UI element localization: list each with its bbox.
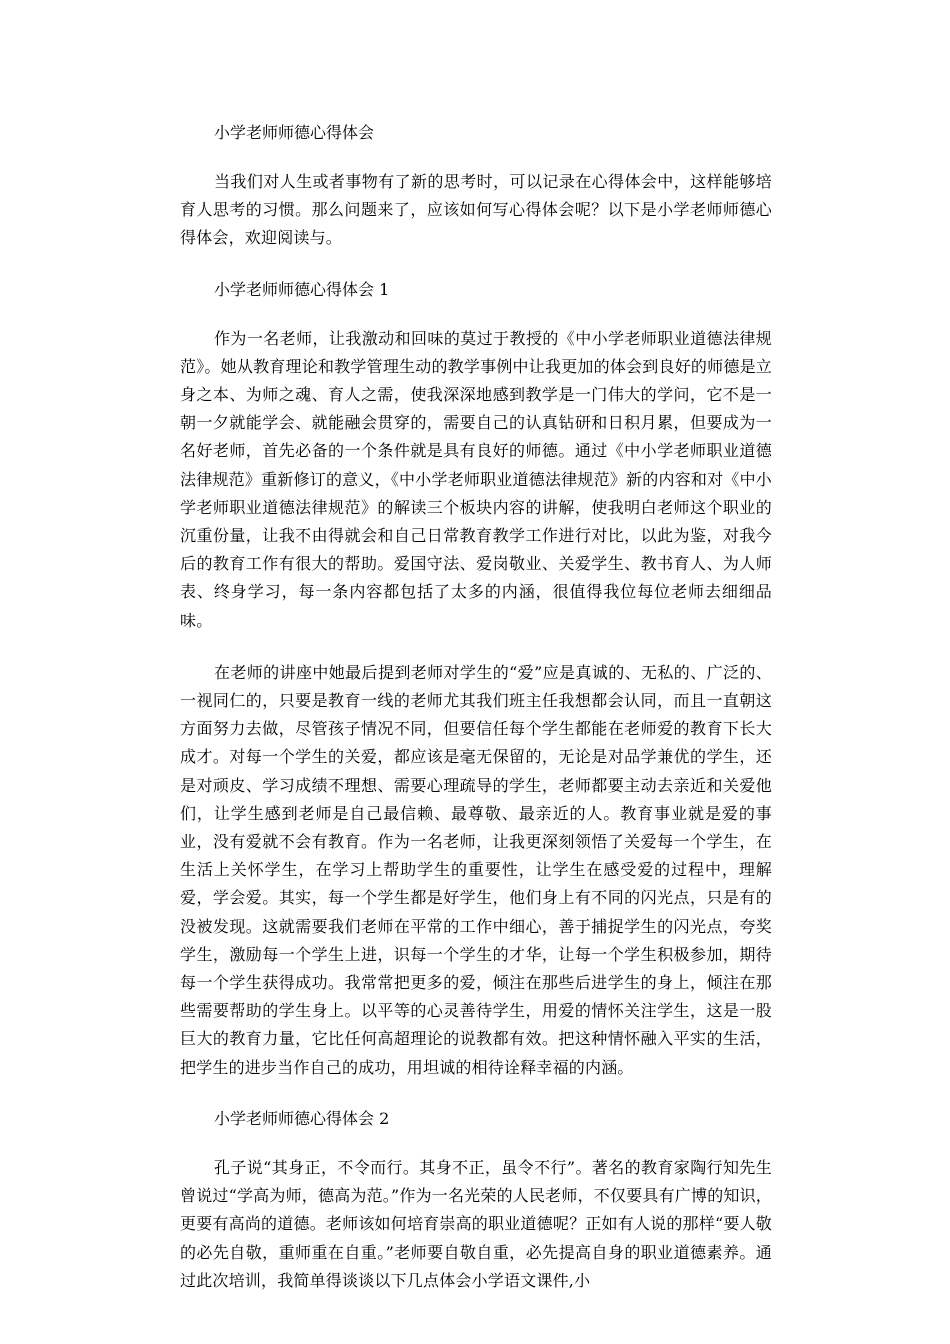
- section-1-paragraph-2: 在老师的讲座中她最后提到老师对学生的“爱”应是真诚的、无私的、广泛的、一视同仁的，只要是教育一线的老师尤其我们班主任我想都会认同，而且一直朝这方面努力去做，尽管孩子情况不同，但要信任每个学生都能在老师爱的教育下长大成才。对每一个学生的关爱，都应该是毫无保留的，无论是对品学兼优的学生，还是对顽皮、学习成绩不理想、需要心理疏导的学生，老师都要主动去亲近和关爱他们，让学生感到老师是自己最信赖、最尊敬、最亲近的人。教育事业就是爱的事业，没有爱就不会有教育。作为一名老师，让我更深刻领悟了关爱每一个学生，在生活上关怀学生，在学习上帮助学生的重要性，让学生在感受爱的过程中，理解爱，学会爱。其实，每一个学生都是好学生，他们身上有不同的闪光点，只是有的没被发现。这就需要我们老师在平常的工作中细心，善于捕捉学生的闪光点，夸奖学生，激励每一个学生上进，识每一个学生的才华，让每一个学生积极参加，期待每一个学生获得成功。我常常把更多的爱，倾注在那些后进学生的身上，倾注在那些需要帮助的学生身上。以平等的心灵善待学生，用爱的情怀关注学生，这是一股巨大的教育力量，它比任何高超理论的说教都有效。把这种情怀融入平实的生活，把学生的进步当作自己的成功，用坦诚的相待诠释幸福的内涵。: [180, 662, 772, 1077]
- section-1-paragraph-1: 作为一名老师，让我激动和回味的莫过于教授的《中小学老师职业道德法律规范》。她从教育理论和教学管理生动的教学事例中让我更加的体会到良好的师德是立身之本、为师之魂、育人之需，使我深深地感到教学是一门伟大的学问，它不是一朝一夕就能学会、就能融会贯穿的，需要自己的认真钻研和日积月累，但要成为一名好老师，首先必备的一个条件就是具有良好的师德。通过《中小学老师职业道德法律规范》重新修订的意义，《中小学老师职业道德法律规范》新的内容和对《中小学老师职业道德法律规范》的解读三个板块内容的讲解，使我明白老师这个职业的沉重份量，让我不由得就会和自己日常教育教学工作进行对比，以此为鉴，对我今后的教育工作有很大的帮助。爱国守法、爱岗敬业、关爱学生、教书育人、为人师表、终身学习，每一条内容都包括了太多的内涵，很值得我位每位老师去细细品味。: [180, 328, 772, 630]
- section-1-heading: 小学老师师德心得体会 1: [214, 279, 390, 299]
- section-2-paragraph-1: 孔子说“其身正，不令而行。其身不正，虽令不行”。著名的教育家陶行知先生曾说过“学高为师，德高为范。”作为一名光荣的人民老师，不仅要具有广博的知识，更要有高尚的道德。老师该如何培育崇高的职业道德呢？正如有人说的那样“要人敬的必先自敬，重师重在自重。”老师要自敬自重，必先提高自身的职业道德素养。通过此次培训，我简单得谈谈以下几点体会小学语文课件,小: [180, 1157, 772, 1290]
- document-page: [180, 120, 772, 1295]
- intro-paragraph: 当我们对人生或者事物有了新的思考时，可以记录在心得体会中，这样能够培育人思考的习惯。那么问题来了，应该如何写心得体会呢？以下是小学老师师德心得体会，欢迎阅读与。: [180, 172, 772, 248]
- document-title: 小学老师师德心得体会: [214, 123, 375, 142]
- section-2-heading: 小学老师师德心得体会 2: [214, 1108, 390, 1128]
